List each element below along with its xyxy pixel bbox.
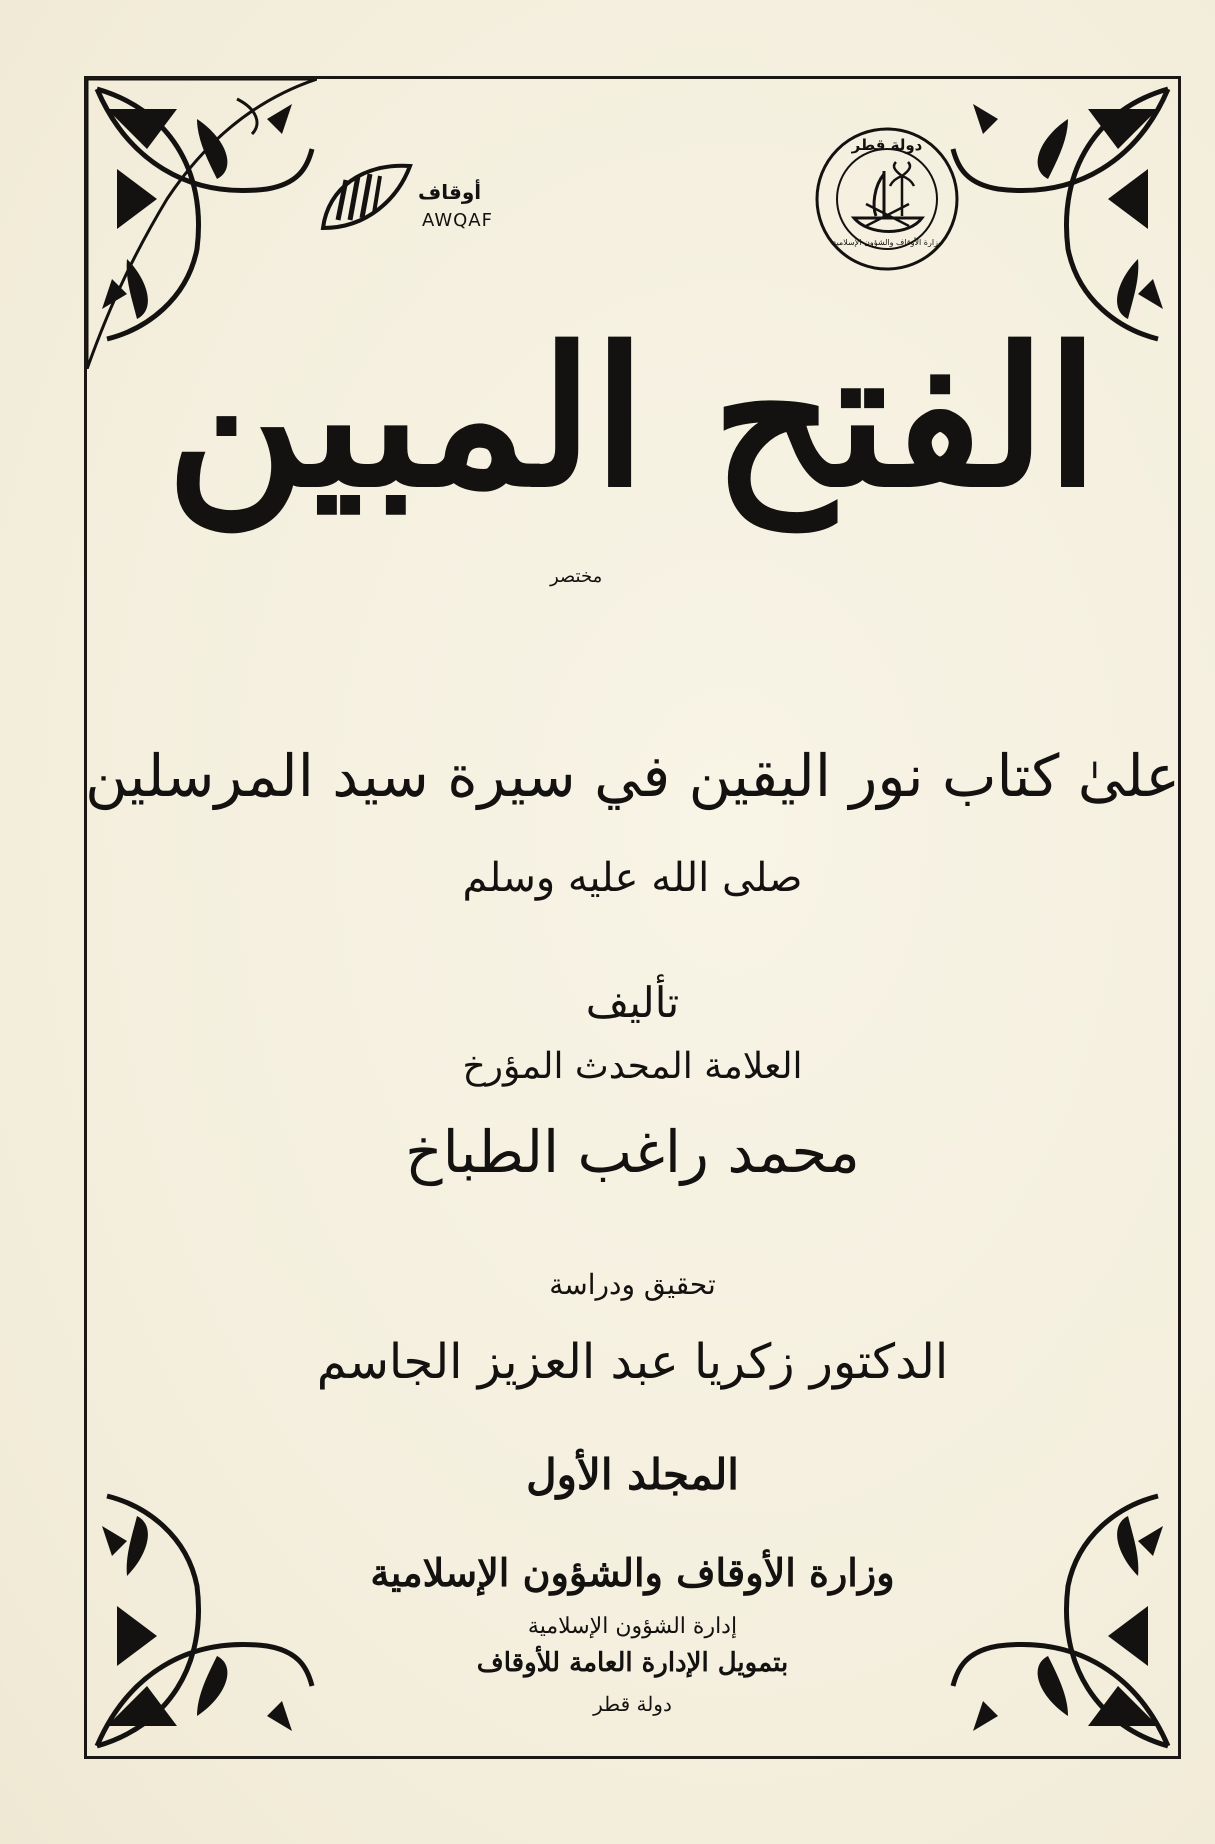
editing-label: تحقيق ودراسة: [549, 1268, 716, 1301]
awqaf-leaf-icon: [318, 158, 414, 238]
title-tag: مختصر: [550, 566, 603, 587]
author-name: محمد راغب الطباخ: [405, 1118, 860, 1186]
publisher-funding: بتمويل الإدارة العامة للأوقاف: [476, 1648, 789, 1678]
blessing-line: صلى الله عليه وسلم: [462, 855, 803, 901]
awqaf-logo: [318, 150, 508, 250]
seal-bottom-text: وزارة الأوقاف والشؤون الإسلامية: [832, 238, 942, 247]
authored-label: تأليف: [585, 978, 680, 1027]
awqaf-latin-wordmark: AWQAF: [422, 210, 493, 231]
publisher-department: إدارة الشؤون الإسلامية: [527, 1614, 738, 1639]
volume-label: المجلد الأول: [526, 1450, 739, 1499]
editor-name: الدكتور زكريا عبد العزيز الجاسم: [316, 1334, 949, 1390]
book-title: الفتح المبين: [166, 306, 1099, 529]
seal-top-text: دولة قطر: [851, 136, 923, 154]
author-description: العلامة المحدث المؤرخ: [462, 1046, 803, 1087]
publisher-ministry: وزارة الأوقاف والشؤون الإسلامية: [370, 1550, 895, 1595]
publisher-country: دولة قطر: [593, 1692, 672, 1716]
book-subtitle: علىٰ كتاب نور اليقين في سيرة سيد المرسلين: [85, 742, 1180, 810]
awqaf-arabic-wordmark: أوقاف: [418, 180, 482, 204]
qatar-ministry-seal: [814, 126, 960, 272]
